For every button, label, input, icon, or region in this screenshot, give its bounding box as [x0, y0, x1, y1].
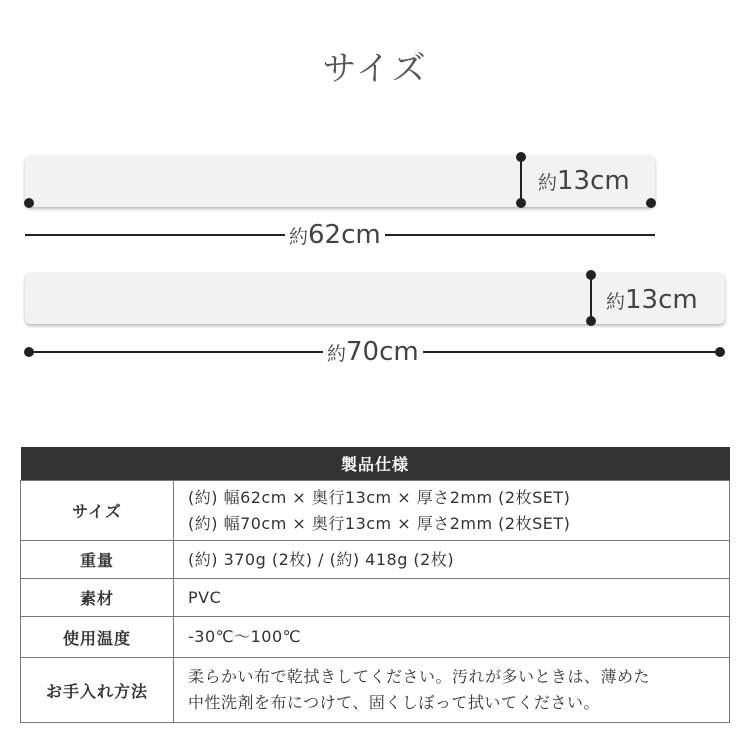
spec-row-temperature [21, 617, 730, 658]
spec-value-care-line-2: 中性洗剤を布につけて、固くしぼって拭いてください。 [188, 693, 600, 712]
spec-value-size-line-1: (約) 幅62cm × 奥行13cm × 厚さ2mm (2枚SET) [188, 487, 571, 507]
spec-value-material [174, 579, 730, 617]
spec-label-material: 素材 [21, 579, 174, 617]
spec-row-care [21, 658, 730, 723]
spec-value-size-line-2: (約) 幅70cm × 奥行13cm × 厚さ2mm (2枚SET) [188, 513, 571, 533]
spec-row-weight [21, 541, 730, 579]
mat-small-width-value: 62cm [308, 220, 381, 250]
mat-small-left-dot [24, 198, 34, 208]
spec-row-material [21, 579, 730, 617]
mat-large-height-label [606, 287, 698, 313]
spec-label-weight: 重量 [21, 541, 174, 579]
mat-small-height-label [538, 168, 630, 194]
spec-value-care-line-1: 柔らかい布で乾拭きしてください。汚れが多いときは、薄めた [188, 667, 651, 686]
mat-large-width-value: 70cm [346, 337, 419, 367]
mat-small-width-prefix: 約 [289, 226, 309, 248]
spec-table [20, 447, 730, 723]
spec-value-weight [174, 541, 730, 579]
spec-row-size [21, 481, 730, 541]
spec-table-header: 製品仕様 [21, 447, 730, 481]
mat-large-height-bottom-dot [586, 316, 596, 326]
spec-value-temperature [174, 617, 730, 658]
spec-label-temperature: 使用温度 [21, 617, 174, 658]
spec-value-size [174, 481, 730, 541]
mat-large-height-value: 13cm [625, 285, 698, 315]
mat-small-height-value: 13cm [557, 166, 630, 196]
spec-value-temperature-line-1: -30℃〜100℃ [188, 627, 302, 646]
spec-value-care [174, 658, 730, 723]
mat-large-height-prefix: 約 [606, 291, 626, 313]
mat-large-height-top-dot [586, 270, 596, 280]
spec-value-material-line-1: PVC [188, 587, 222, 607]
mat-small-height-top-dot [516, 152, 526, 162]
spec-label-care: お手入れ方法 [21, 658, 174, 723]
mat-large-width-prefix: 約 [327, 343, 347, 365]
mat-small-height-bottom-dot [516, 198, 526, 208]
mat-large-width-label [323, 339, 423, 365]
spec-value-weight-line-1: (約) 370g (2枚) / (約) 418g (2枚) [188, 549, 455, 569]
page-title: サイズ [322, 48, 428, 89]
mat-large-height-line [590, 275, 592, 321]
spec-label-size: サイズ [21, 481, 174, 541]
mat-small-width-label [285, 222, 385, 248]
mat-small-height-prefix: 約 [538, 172, 558, 194]
mat-small-right-dot [646, 198, 656, 208]
mat-small-height-line [520, 157, 522, 203]
